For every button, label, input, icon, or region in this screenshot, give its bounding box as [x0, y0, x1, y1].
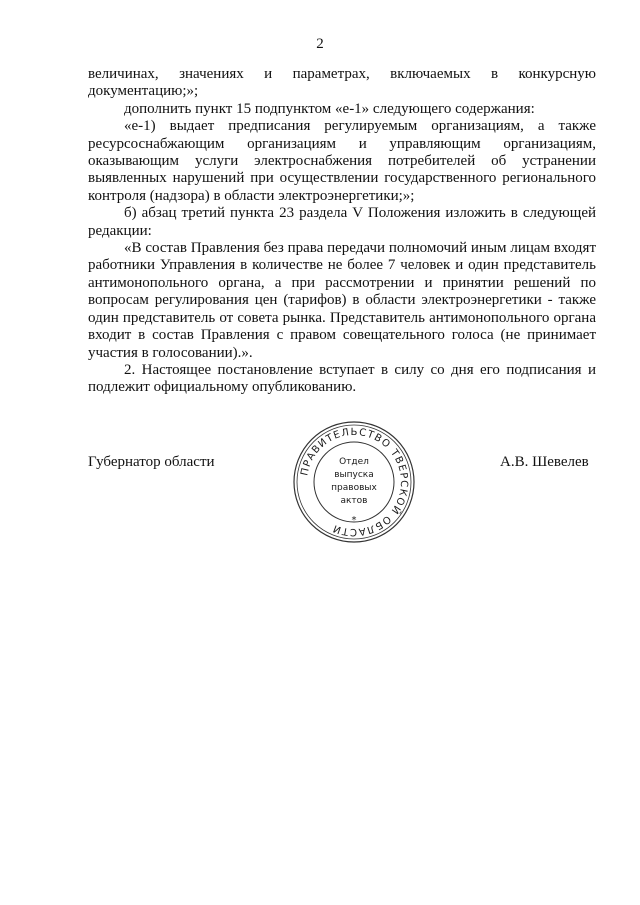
signatory-name: А.В. Шевелев [500, 454, 589, 470]
paragraph-1: величинах, значениях и параметрах, включаемых в конкурсную документацию;»; [88, 66, 596, 100]
signatory-position: Губернатор области [88, 454, 215, 470]
stamp-line-2: выпуска [334, 470, 374, 480]
stamp-star: * [351, 515, 357, 526]
stamp-center-text [292, 456, 416, 527]
stamp-line-4: актов [340, 496, 368, 506]
stamp-line-3: правовых [331, 483, 377, 493]
paragraph-2: дополнить пункт 15 подпунктом «е-1» следующего содержания: [124, 100, 535, 117]
paragraph-6: 2. Настоящее постановление вступает в силу со дня его подписания и подлежит официальному опубликованию. [88, 361, 596, 396]
paragraph-5: «В состав Правления без права передачи полномочий иным лицам входят работники Управления в количестве не более 7 человек и один представитель антимонопольного органа, а при рассмотрении и принятии решений по вопросам регулирования цен (тарифов) в области электроэнергетики - также один представитель от совета рынка. Представитель антимонопольного органа входит в состав Правления с правом совещательного голоса (не принимает участия в голосовании).». [88, 240, 596, 361]
stamp-line-1: Отдел [339, 457, 369, 467]
official-stamp [292, 420, 416, 544]
paragraph-3: «е-1) выдает предписания регулируемым организациям, а также ресурсоснабжающим организациям и управляющим организациям, оказывающим услуги электроснабжения потребителей об устранении выявленных нарушений при осуществлении государственного регионального контроля (надзора) в области электроэнергетики;»; [88, 118, 596, 204]
document-body [88, 66, 596, 397]
page-number: 2 [316, 36, 324, 52]
paragraph-4: б) абзац третий пункта 23 раздела V Положения изложить в следующей редакции: [88, 205, 596, 239]
stamp-ring-text: ПРАВИТЕЛЬСТВО ТВЕРСКОЙ ОБЛАСТИ [299, 426, 410, 538]
